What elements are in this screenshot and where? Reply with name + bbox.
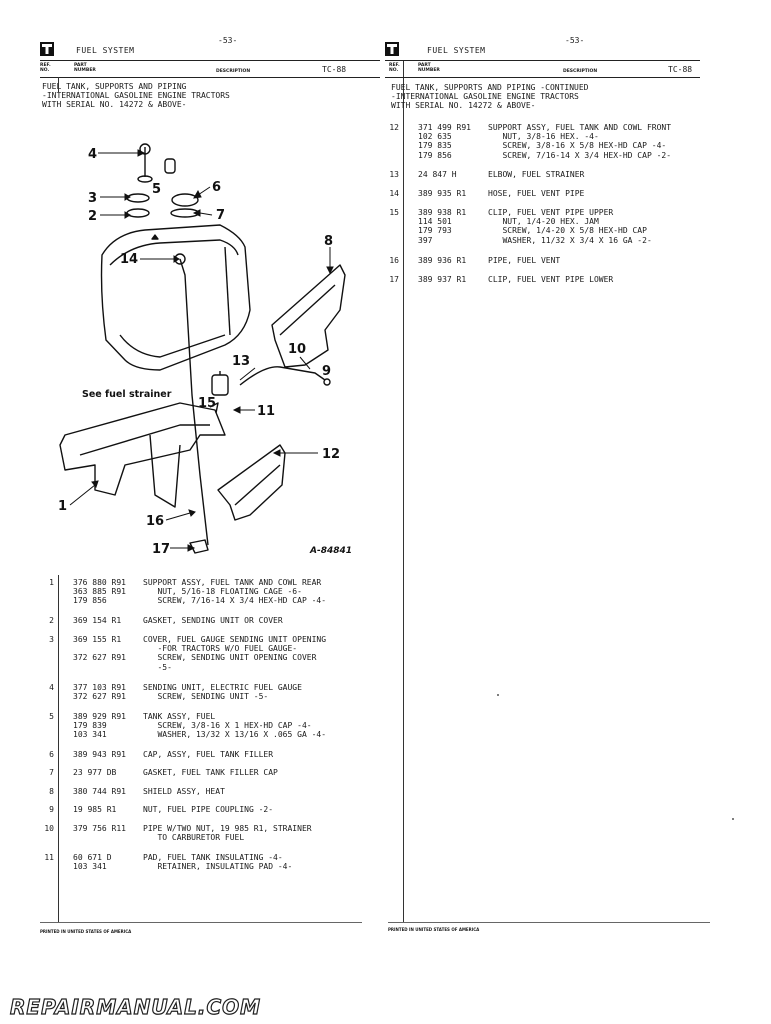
ref-number: 3	[49, 635, 54, 644]
part-number	[73, 833, 143, 842]
part-number: 179 839	[73, 721, 107, 731]
rear-support-part	[60, 403, 225, 507]
part-number: 389 937 R1	[418, 275, 467, 284]
part-number: 377 103 R91	[73, 683, 126, 692]
header-rule-lower	[385, 77, 700, 78]
page-number: -53-	[218, 36, 238, 45]
tc-code: TC-88	[322, 65, 347, 74]
part-description: PAD, FUEL TANK INSULATING -4-	[143, 853, 283, 862]
pipe-nut-part	[324, 379, 330, 385]
part-number: 102 635	[418, 132, 452, 142]
part-description: CAP, ASSY, FUEL TANK FILLER	[143, 750, 274, 759]
section-heading: FUEL TANK, SUPPORTS AND PIPING -INTERNATIONAL GASOLINE ENGINE TRACTORS WITH SERIAL NO. 14272 & ABOVE-	[42, 82, 230, 109]
ih-logo-icon	[40, 42, 54, 56]
part-description: RETAINER, INSULATING PAD -4-	[143, 862, 293, 872]
part-number: 179 835	[418, 141, 452, 151]
part-description: SHIELD ASSY, HEAT	[143, 787, 225, 796]
part-number: 389 929 R91	[73, 712, 126, 721]
part-number: 372 627 R91	[73, 692, 126, 702]
col-part-header: PART NUMBER	[418, 63, 440, 73]
part-description: SCREW, SENDING UNIT OPENING COVER	[143, 653, 317, 663]
callout-7: 7	[216, 208, 226, 223]
part-number: 24 847 H	[418, 170, 457, 179]
ref-number: 7	[49, 768, 54, 777]
callout-12: 12	[322, 447, 341, 462]
callout-8: 8	[324, 234, 334, 249]
callout-13: 13	[232, 354, 251, 369]
ref-number: 16	[389, 256, 399, 265]
part-description: SENDING UNIT, ELECTRIC FUEL GAUGE	[143, 683, 302, 692]
part-description: NUT, 3/8-16 HEX. -4-	[488, 132, 599, 142]
col-part-header: PART NUMBER	[74, 63, 96, 73]
callout-6: 6	[212, 180, 222, 195]
section-title: FUEL SYSTEM	[76, 46, 135, 55]
part-number: 380 744 R91	[73, 787, 126, 796]
page-number: -53-	[565, 36, 585, 45]
column-divider	[58, 77, 59, 92]
speck	[497, 694, 499, 696]
ref-number: 14	[389, 189, 399, 198]
ih-logo-icon	[385, 42, 399, 56]
strainer-note: See fuel strainer	[82, 389, 172, 400]
footer-rule	[40, 922, 362, 923]
part-description: NUT, 5/16-18 FLOATING CAGE -6-	[143, 587, 302, 597]
ref-number: 5	[49, 712, 54, 721]
part-description: SCREW, SENDING UNIT -5-	[143, 692, 269, 702]
sending-unit-part	[138, 144, 152, 182]
callout-10: 10	[288, 342, 307, 357]
callout-14: 14	[120, 252, 139, 267]
tc-code: TC-88	[668, 65, 693, 74]
front-support-part	[218, 445, 285, 520]
callout-17: 17	[152, 542, 171, 557]
part-number: 363 885 R91	[73, 587, 126, 597]
part-number	[73, 644, 143, 653]
printed-note: PRINTED IN UNITED STATES OF AMERICA	[388, 927, 480, 932]
part-number: 389 935 R1	[418, 189, 467, 198]
header-rule	[385, 60, 700, 61]
part-number: 389 936 R1	[418, 256, 467, 265]
ref-number: 13	[389, 170, 399, 179]
ref-number: 12	[389, 123, 399, 132]
part-description: SCREW, 3/8-16 X 5/8 HEX-HD CAP -4-	[488, 141, 667, 151]
col-ref-header: REF. NO.	[389, 63, 400, 73]
col-desc-header: DESCRIPTION	[216, 69, 251, 74]
part-description: -5-	[143, 662, 172, 672]
vent-clip-part	[190, 540, 208, 553]
ref-number: 15	[389, 208, 399, 217]
part-description: NUT, 1/4-20 HEX. JAM	[488, 217, 599, 227]
part-number: 179 856	[418, 150, 452, 160]
part-description: TO CARBURETOR FUEL	[143, 833, 245, 843]
part-description: SUPPORT ASSY, FUEL TANK AND COWL FRONT	[488, 123, 672, 132]
part-description: NUT, FUEL PIPE COUPLING -2-	[143, 805, 274, 814]
ref-number: 17	[389, 275, 399, 284]
part-number: 60 671 D	[73, 853, 112, 862]
ref-number: 8	[49, 787, 54, 796]
part-description: PIPE W/TWO NUT, 19 985 R1, STRAINER	[143, 824, 312, 833]
col-ref-header: REF. NO.	[40, 63, 51, 73]
part-number: 376 880 R91	[73, 578, 126, 587]
column-divider	[58, 575, 59, 922]
ref-number: 2	[49, 616, 54, 625]
part-description: -FOR TRACTORS W/O FUEL GAUGE-	[143, 644, 298, 654]
part-description: WASHER, 13/32 X 13/16 X .065 GA -4-	[143, 730, 327, 740]
gasket-part	[127, 209, 149, 217]
part-number	[73, 663, 143, 672]
part-description: GASKET, FUEL TANK FILLER CAP	[143, 768, 278, 777]
callout-15: 15	[198, 396, 217, 411]
part-number: 389 943 R91	[73, 750, 126, 759]
part-description: CLIP, FUEL VENT PIPE LOWER	[488, 275, 614, 284]
callout-4: 4	[88, 147, 98, 162]
part-description: SUPPORT ASSY, FUEL TANK AND COWL REAR	[143, 578, 322, 587]
column-divider	[403, 60, 404, 922]
ref-number: 11	[44, 853, 54, 862]
ref-number: 9	[49, 805, 54, 814]
ref-number: 4	[49, 683, 54, 692]
figure-id: A-84841	[310, 546, 353, 556]
ref-number: 10	[44, 824, 54, 833]
part-number: 179 856	[73, 596, 107, 606]
part-description: WASHER, 11/32 X 3/4 X 16 GA -2-	[488, 235, 652, 245]
part-number: 369 154 R1	[73, 616, 122, 625]
fuel-tank-part	[102, 225, 251, 370]
part-description: SCREW, 1/4-20 X 5/8 HEX-HD CAP	[488, 226, 647, 236]
part-number: 372 627 R91	[73, 653, 126, 663]
part-number: 114 501	[418, 217, 452, 227]
speck	[732, 818, 734, 820]
section-heading: FUEL TANK, SUPPORTS AND PIPING -CONTINUED -INTERNATIONAL GASOLINE ENGINE TRACTORS WITH SERIAL NO. 14272 & ABOVE-	[391, 83, 589, 110]
part-description: ELBOW, FUEL STRAINER	[488, 170, 585, 179]
header-rule-lower	[40, 77, 380, 78]
part-description: SCREW, 3/8-16 X 1 HEX-HD CAP -4-	[143, 721, 312, 731]
callout-3: 3	[88, 191, 98, 206]
col-desc-header: DESCRIPTION	[563, 69, 598, 74]
callout-11: 11	[257, 404, 276, 419]
part-number: 397	[418, 235, 433, 245]
ref-number: 6	[49, 750, 54, 759]
part-description: SCREW, 7/16-14 X 3/4 HEX-HD CAP -2-	[488, 150, 672, 160]
part-number: 103 341	[73, 862, 107, 872]
part-description: TANK ASSY, FUEL	[143, 712, 216, 721]
part-number: 389 938 R1	[418, 208, 467, 217]
footer-rule	[388, 922, 710, 923]
fuel-strainer-part	[212, 371, 228, 395]
part-number: 103 341	[73, 730, 107, 740]
part-description: SCREW, 7/16-14 X 3/4 HEX-HD CAP -4-	[143, 596, 327, 606]
filler-cap-part	[172, 194, 198, 206]
callout-16: 16	[146, 514, 165, 529]
callout-9: 9	[322, 364, 332, 379]
ref-number: 1	[49, 578, 54, 587]
part-number: 371 499 R91	[418, 123, 471, 132]
printed-note: PRINTED IN UNITED STATES OF AMERICA	[40, 929, 132, 934]
part-number: 179 793	[418, 226, 452, 236]
cover-part	[127, 194, 149, 202]
heat-shield-part	[272, 265, 345, 367]
part-description: CLIP, FUEL VENT PIPE UPPER	[488, 208, 614, 217]
exploded-parts-diagram	[40, 135, 370, 565]
part-number: 369 155 R1	[73, 635, 122, 644]
header-rule	[40, 60, 380, 61]
section-title: FUEL SYSTEM	[427, 46, 486, 55]
watermark-logo: REPAIRMANUAL.COM	[10, 995, 262, 1019]
part-description: HOSE, FUEL VENT PIPE	[488, 189, 585, 198]
part-number: 19 985 R1	[73, 805, 117, 814]
callout-2: 2	[88, 209, 98, 224]
part-number: 379 756 R11	[73, 824, 126, 833]
callout-1: 1	[58, 499, 68, 514]
callout-5: 5	[152, 182, 162, 197]
screw-part	[165, 159, 175, 173]
part-description: PIPE, FUEL VENT	[488, 256, 561, 265]
part-description: COVER, FUEL GAUGE SENDING UNIT OPENING	[143, 635, 327, 644]
part-number: 23 977 DB	[73, 768, 117, 777]
part-description: GASKET, SENDING UNIT OR COVER	[143, 616, 283, 625]
